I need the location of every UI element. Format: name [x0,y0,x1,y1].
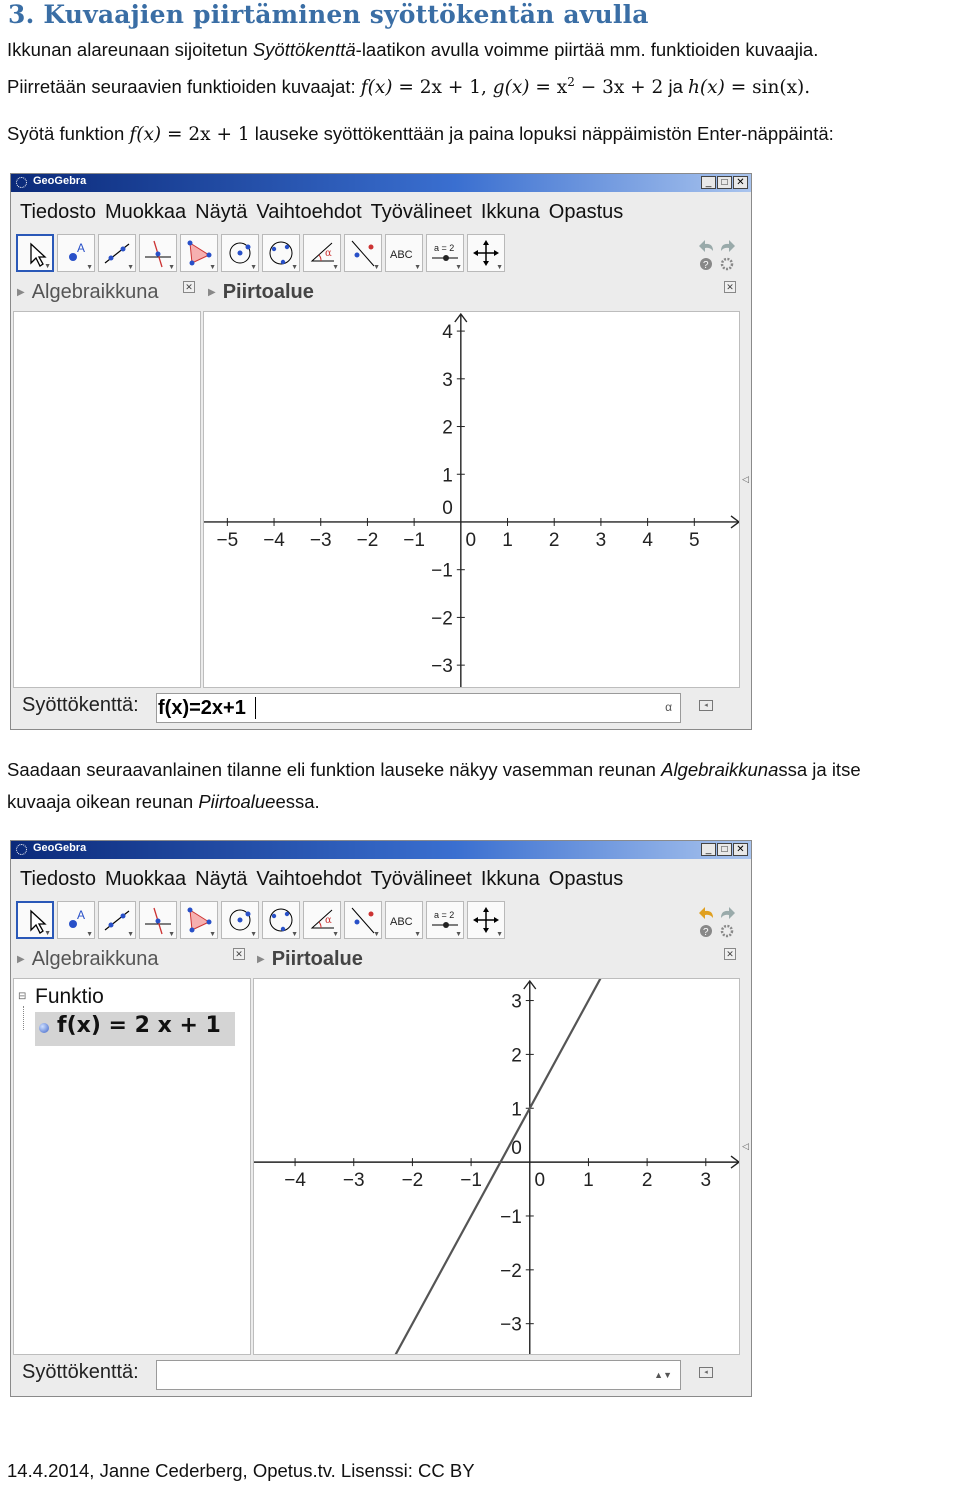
minimize-button[interactable]: _ [701,843,716,856]
y-tick-label: 2 [442,417,453,439]
x-tick-label: −3 [309,529,332,551]
intro-line-3 [7,118,834,151]
collapse-triangle-icon: ▶ [17,287,25,299]
menu-vaihtoehdot[interactable]: Vaihtoehdot [256,200,362,223]
point-tool-button[interactable]: A ▼ [57,234,95,272]
y-tick-label: 3 [442,369,453,391]
polygon-tool-button[interactable]: ▼ [180,901,218,939]
collapse-triangle-icon: ▶ [17,954,25,966]
intro-text: Piirretään seuraavien funktioiden kuvaajat: [7,76,361,98]
input-bar [11,688,751,728]
menu-opastus[interactable]: Opastus [548,867,624,890]
move-tool-button[interactable]: ▼ [16,901,54,939]
middle-italic: Algebraikkuna [661,759,779,780]
x-tick-label: −4 [284,1170,306,1192]
input-bar-label: Syöttökenttä: [22,1361,139,1383]
point-tool-button[interactable]: A ▼ [57,901,95,939]
x-tick-label: −2 [356,529,379,551]
undo-redo-group [695,234,739,274]
intro-line-2 [7,66,810,104]
svg-text:a = 2: a = 2 [434,243,455,253]
svg-text:A: A [77,241,86,255]
x-tick-label: −4 [263,529,285,551]
algebra-view[interactable] [13,311,201,688]
svg-text:a = 2: a = 2 [434,910,455,920]
algebra-view-title: Algebraikkuna [31,948,159,970]
y-tick-label: −2 [431,608,453,630]
menu-nayta[interactable]: Näytä [195,867,248,890]
math-g-rhs2: − 3x + 2 [574,77,664,99]
middle-text: ssa ja itse [778,759,861,780]
window-title: GeoGebra [33,842,87,854]
conic-tool-button[interactable]: ▼ [262,901,300,939]
graphics-view[interactable] [203,311,740,688]
y-tick-label: 1 [511,1099,522,1121]
settings-gear-icon[interactable] [722,259,732,269]
history-dropdown-icon[interactable]: ▲▼ [654,1370,672,1380]
angle-tool-button[interactable]: α ▼ [303,234,341,272]
geogebra-logo-icon [16,844,27,855]
middle-text: kuvaaja oikean reunan [7,791,199,812]
undo-icon[interactable] [699,907,713,919]
algebra-view-header[interactable] [17,281,158,311]
text-caret [255,697,256,719]
menu-opastus[interactable]: Opastus [548,200,624,223]
line-tool-button[interactable]: ▼ [98,234,136,272]
close-algebra-view-button[interactable]: ✕ [233,948,245,960]
move-view-tool-button[interactable]: ▼ [467,234,505,272]
settings-gear-icon[interactable] [722,926,732,936]
menu-bar [11,861,751,897]
graphics-view-title: Piirtoalue [222,281,314,303]
graphics-canvas[interactable] [204,312,740,688]
y-tick-label: 1 [442,465,453,487]
middle-line-1 [7,754,861,786]
close-graphics-view-button[interactable]: ✕ [724,948,736,960]
perpendicular-tool-button[interactable]: ▼ [139,901,177,939]
svg-text:?: ? [703,927,709,938]
intro-italic: Syöttökenttä [252,39,356,60]
y-tick-label: 4 [442,322,453,344]
menu-tyovalineet[interactable]: Työvälineet [370,200,472,223]
intro-text: Syötä funktion [7,123,130,144]
tree-line [23,1006,25,1030]
cursor-arrow-icon [31,244,45,266]
side-panel-arrow-icon[interactable]: ◁ [742,1141,749,1151]
x-tick-label: 3 [700,1170,712,1192]
x-tick-label: 4 [642,529,653,551]
math-f-rhs: = 2x + 1 [161,124,250,145]
x-tick-label: −5 [216,529,239,551]
svg-text:?: ? [703,260,709,271]
y-tick-label: −3 [431,656,453,678]
polygon-tool-button[interactable]: ▼ [180,234,218,272]
y-tick-label: 3 [511,991,522,1013]
x-tick-label: 0 [465,529,477,551]
menu-muokkaa[interactable]: Muokkaa [104,200,187,223]
point-icon [69,920,77,928]
x-tick-label: −3 [342,1170,365,1192]
window-controls [701,843,748,856]
maximize-button[interactable]: □ [717,843,732,856]
geogebra-logo-icon [16,177,27,188]
x-tick-label: 3 [595,529,607,551]
point-icon [69,253,77,261]
maximize-button[interactable]: □ [717,176,732,189]
menu-tiedosto[interactable]: Tiedosto [20,867,96,890]
geogebra-window-2 [10,840,752,1397]
close-button[interactable]: ✕ [733,843,748,856]
x-tick-label: 2 [548,529,560,551]
cursor-arrow-icon [31,911,45,933]
x-tick-label: −2 [401,1170,424,1192]
function-list-item[interactable] [35,1012,235,1046]
algebra-view-title: Algebraikkuna [31,281,159,303]
y-tick-label: −2 [500,1260,522,1282]
x-tick-label: 5 [689,529,700,551]
redo-icon[interactable] [721,907,735,919]
math-h-rhs: = sin(x). [724,77,811,99]
graphics-canvas[interactable] [254,979,740,1355]
input-help-icon[interactable]: ◂ [699,1367,713,1378]
algebra-view[interactable] [13,978,251,1355]
input-bar-label: Syöttökenttä: [22,694,139,716]
x-tick-label: −1 [403,529,425,551]
graphics-view-title: Piirtoalue [271,948,363,970]
collapse-triangle-icon: ▶ [208,287,216,299]
title-bar [11,841,751,859]
close-algebra-view-button[interactable]: ✕ [183,281,195,293]
input-bar [11,1355,751,1395]
middle-text: Saadaan seuraavanlainen tilanne eli funktion lauseke näkyy vasemman reunan [7,759,662,780]
window-controls [701,176,748,189]
footer: 14.4.2014, Janne Cederberg, Opetus.tv. Lisenssi: CC BY [7,1460,475,1481]
redo-icon[interactable] [721,240,735,252]
circle-tool-button[interactable]: ▼ [221,901,259,939]
x-tick-label: 0 [534,1170,546,1192]
x-tick-label: −1 [460,1170,482,1192]
menu-muokkaa[interactable]: Muokkaa [104,867,187,890]
text-tool-button[interactable]: ABC ▼ [385,234,423,272]
svg-text:A: A [77,908,86,922]
math-h: h(x) [688,77,725,99]
menu-ikkuna[interactable]: Ikkuna [480,200,540,223]
menu-vaihtoehdot[interactable]: Vaihtoehdot [256,867,362,890]
reflect-tool-button[interactable]: ▼ [344,234,382,272]
toolbar [16,901,505,945]
input-field[interactable] [156,1360,681,1390]
angle-tool-button[interactable]: α ▼ [303,901,341,939]
math-f: f(x) [129,124,162,145]
y-tick-label: 2 [511,1045,522,1067]
origin-label: 0 [442,497,453,519]
menu-ikkuna[interactable]: Ikkuna [480,867,540,890]
intro-text: lauseke syöttökenttään ja paina lopuksi näppäimistön Enter-näppäintä: [249,123,834,144]
x-tick-label: 2 [641,1170,653,1192]
function-graph-line [395,979,618,1355]
menu-nayta[interactable]: Näytä [195,200,248,223]
close-graphics-view-button[interactable]: ✕ [724,281,736,293]
y-tick-label: −1 [500,1206,522,1228]
function-expression: f(x) = 2 x + 1 [57,1013,221,1038]
intro-text: ja [663,76,689,98]
line-tool-button[interactable]: ▼ [98,901,136,939]
input-help-icon[interactable]: ◂ [699,700,713,711]
toolbar [16,234,505,278]
slider-tool-button[interactable]: a = 2 ▼ [426,234,464,272]
svg-text:α: α [325,248,332,259]
reflect-tool-button[interactable]: ▼ [344,901,382,939]
collapse-triangle-icon: ▶ [257,954,265,966]
tree-node-funktio[interactable]: Funktio [35,985,104,1008]
graphics-view-header[interactable] [208,281,314,311]
geogebra-window-1 [10,173,752,730]
y-tick-label: −3 [500,1314,522,1336]
menu-tiedosto[interactable]: Tiedosto [20,200,96,223]
move-tool-button[interactable]: ▼ [16,234,54,272]
perpendicular-tool-button[interactable]: ▼ [139,234,177,272]
tree-collapse-icon[interactable]: ⊟ [18,991,27,1002]
input-field[interactable] [156,693,681,723]
section-title: 3. Kuvaajien piirtäminen syöttökentän avulla [8,0,649,29]
visibility-toggle-icon[interactable] [39,1023,49,1033]
undo-icon[interactable] [699,240,713,252]
intro-text: -laatikon avulla voimme piirtää mm. funktioiden kuvaajia. [355,39,819,60]
graphics-view[interactable] [253,978,740,1355]
input-field-value: f(x)=2x+1 [158,697,246,719]
title-bar [11,174,751,192]
graphics-view-header[interactable] [257,948,363,978]
alpha-symbol-icon[interactable]: α [665,700,672,714]
math-f: f(x) [360,77,393,99]
math-g: g(x) [486,77,530,99]
circle-tool-button[interactable]: ▼ [221,234,259,272]
menu-tyovalineet[interactable]: Työvälineet [370,867,472,890]
math-f-rhs: = 2x + 1, [392,77,487,99]
side-panel-arrow-icon[interactable]: ◁ [742,474,749,484]
middle-line-2 [7,786,320,818]
algebra-view-header[interactable] [17,948,158,978]
math-g-rhs: = x [529,77,568,99]
undo-redo-group [695,901,739,941]
intro-line-1 [7,34,818,66]
close-button[interactable]: ✕ [733,176,748,189]
x-tick-label: 1 [502,529,513,551]
y-tick-label: −1 [431,560,453,582]
menu-bar [11,194,751,230]
minimize-button[interactable]: _ [701,176,716,189]
slider-tool-button[interactable]: a = 2 ▼ [426,901,464,939]
svg-text:ABC: ABC [390,916,413,928]
middle-text: essa. [275,791,320,812]
conic-tool-button[interactable]: ▼ [262,234,300,272]
middle-italic: Piirtoalue [198,791,276,812]
math-exponent: 2 [567,75,575,89]
origin-label: 0 [511,1138,522,1160]
svg-text:α: α [325,915,332,926]
intro-text: Ikkunan alareunaan sijoitetun [7,39,253,60]
svg-text:ABC: ABC [390,249,413,261]
x-tick-label: 1 [583,1170,594,1192]
window-title: GeoGebra [33,175,87,187]
move-view-tool-button[interactable]: ▼ [467,901,505,939]
text-tool-button[interactable]: ABC ▼ [385,901,423,939]
